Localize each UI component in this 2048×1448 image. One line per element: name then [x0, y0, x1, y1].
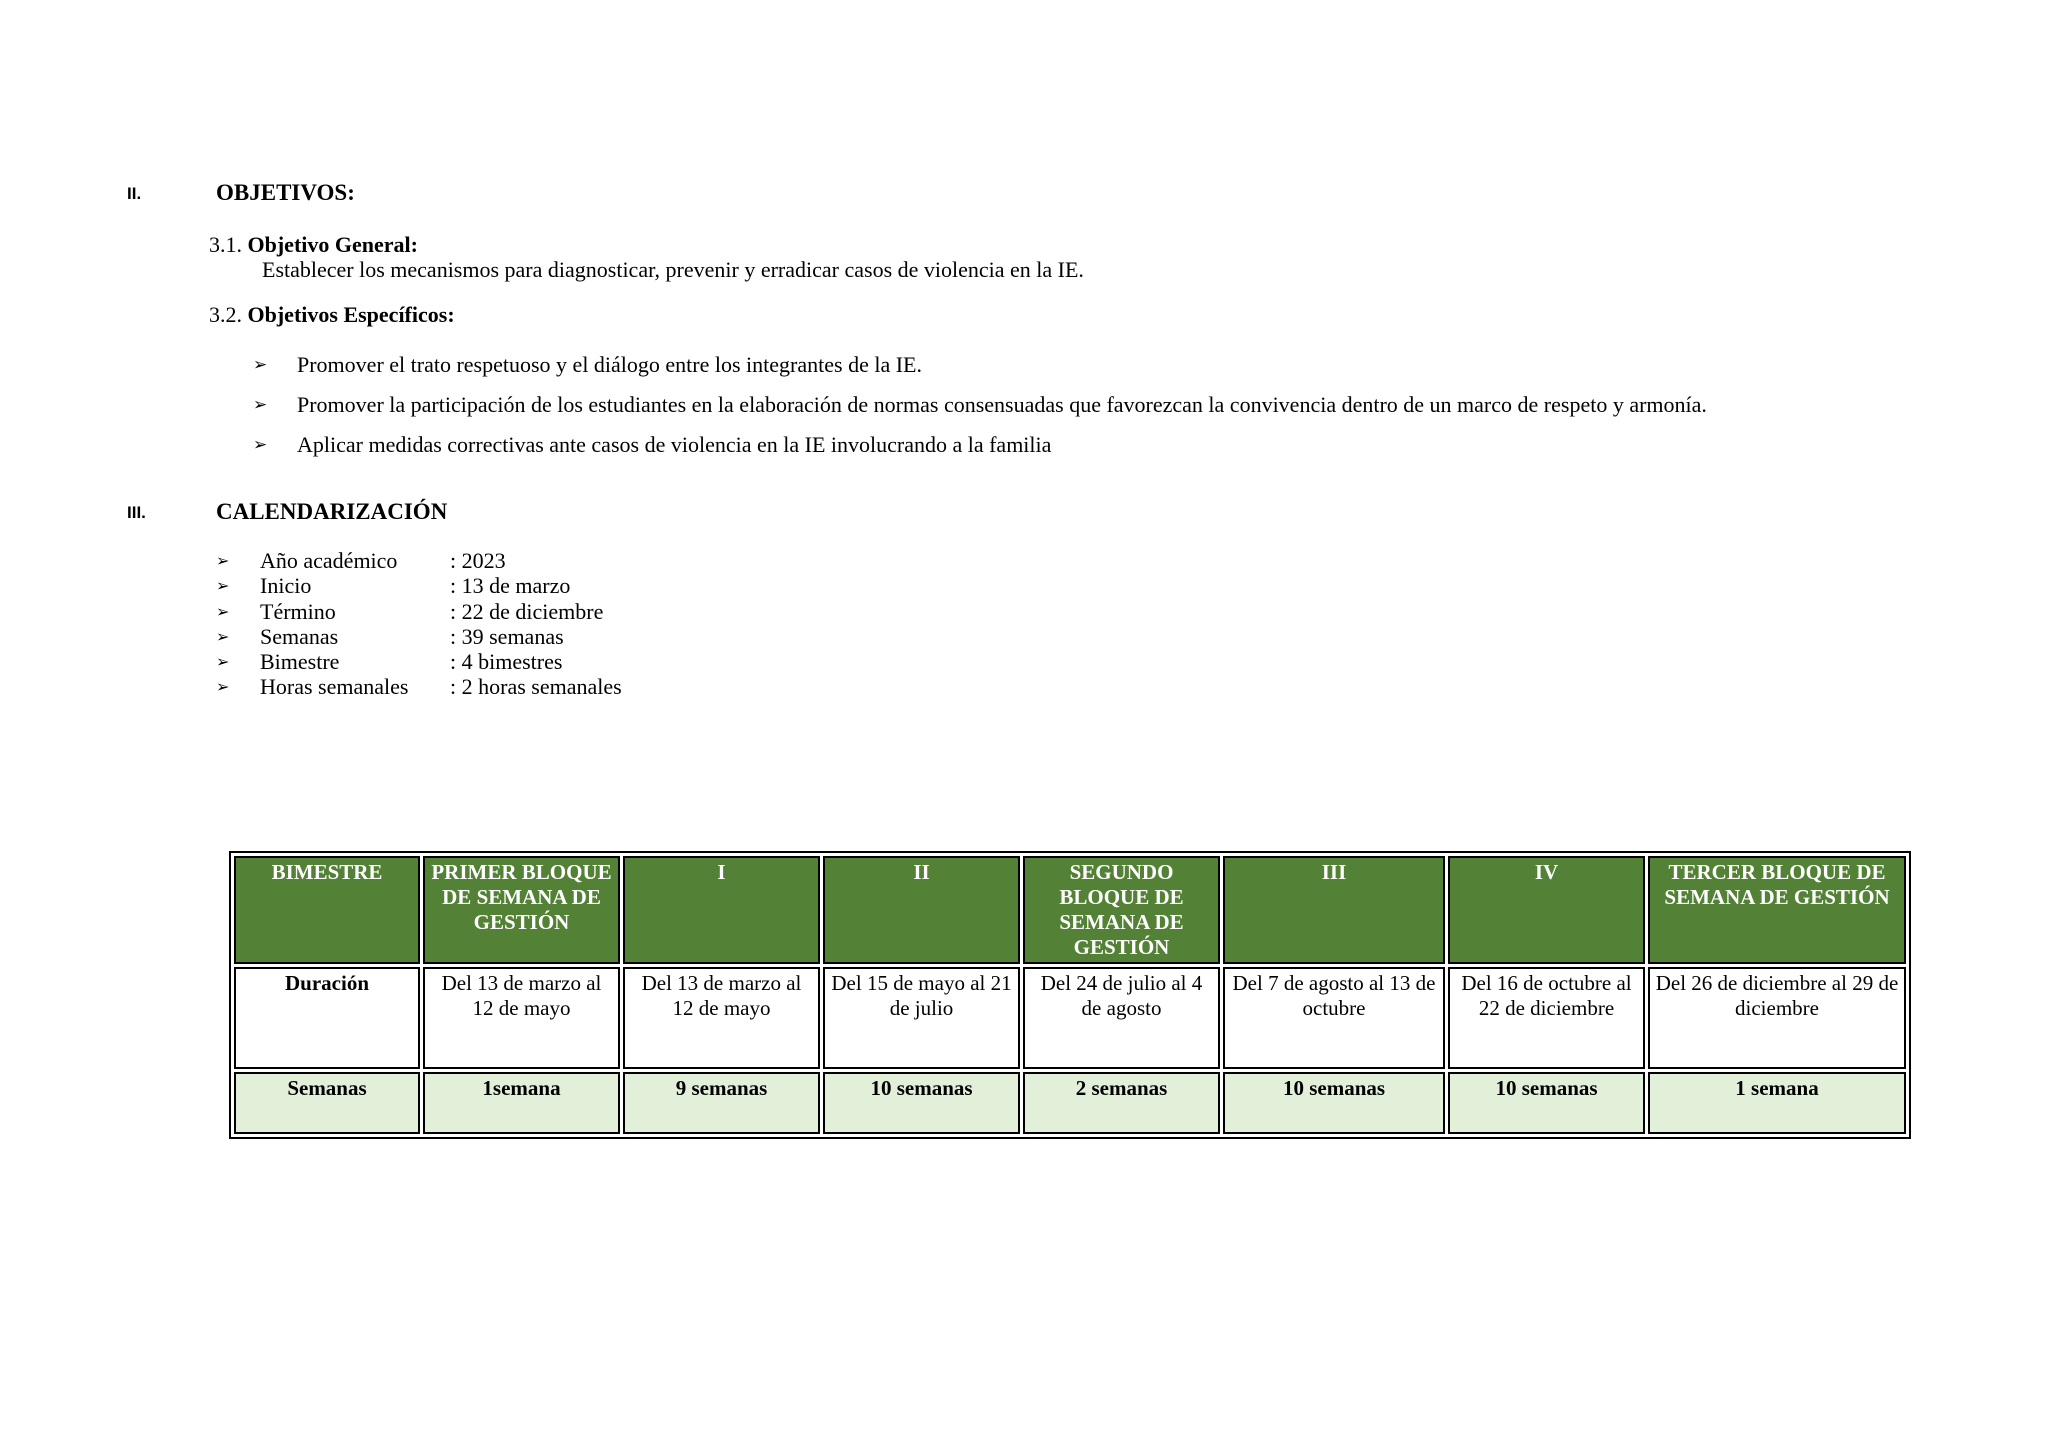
specific-objective-item [253, 432, 1051, 458]
header-cell: I [623, 856, 820, 964]
arrow-bullet-icon: ➢ [216, 551, 230, 570]
calendar-item-label: Inicio [260, 573, 312, 599]
section-2-numeral: II. [127, 184, 142, 203]
weeks-cell: 1semana [423, 1072, 620, 1134]
weeks-cell: 2 semanas [1023, 1072, 1220, 1134]
calendar-item [216, 624, 622, 649]
header-cell: IV [1448, 856, 1645, 964]
duration-cell: Del 24 de julio al 4 de agosto [1023, 967, 1220, 1069]
specific-objective-item [253, 352, 922, 378]
arrow-bullet-icon: ➢ [216, 601, 230, 621]
duration-cell: Del 13 de marzo al 12 de mayo [423, 967, 620, 1069]
header-cell: BIMESTRE [234, 856, 420, 964]
specific-objective-item [253, 392, 1707, 418]
section-3-numeral: III. [127, 503, 146, 522]
duration-cell: Del 13 de marzo al 12 de mayo [623, 967, 820, 1069]
calendar-item [216, 674, 622, 699]
table-row-weeks [234, 1072, 1906, 1134]
arrow-bullet-icon: ➢ [253, 355, 268, 375]
row-label-cell: Duración [234, 967, 420, 1069]
calendar-item [216, 649, 622, 674]
calendar-item-value: : 22 de diciembre [450, 598, 604, 624]
calendar-item-label: Horas semanales [260, 674, 409, 700]
section-3-title: CALENDARIZACIÓN [216, 499, 448, 524]
arrow-bullet-icon: ➢ [253, 435, 268, 455]
specific-objectives-number: 3.2. [209, 302, 242, 327]
calendar-item [216, 548, 622, 573]
general-objective-heading [209, 232, 418, 258]
row-label-cell: Semanas [234, 1072, 420, 1134]
calendar-item-value: : 13 de marzo [450, 573, 571, 599]
calendar-item-label: Bimestre [260, 649, 340, 675]
header-cell: III [1223, 856, 1445, 964]
table-row-duration [234, 967, 1906, 1069]
arrow-bullet-icon: ➢ [216, 626, 230, 646]
arrow-bullet-icon: ➢ [253, 395, 268, 415]
calendar-item-value: : 4 bimestres [450, 649, 563, 675]
duration-cell: Del 15 de mayo al 21 de julio [823, 967, 1020, 1069]
header-cell: PRIMER BLOQUE DE SEMANA DE GESTIÓN [423, 856, 620, 964]
header-cell: SEGUNDO BLOQUE DE SEMANA DE GESTIÓN [1023, 856, 1220, 964]
arrow-bullet-icon: ➢ [216, 652, 230, 672]
calendar-item [216, 573, 622, 598]
general-objective-text: Establecer los mecanismos para diagnosticar, prevenir y erradicar casos de violencia en la IE. [262, 257, 1084, 282]
calendar-item-value: : 2023 [450, 548, 506, 573]
section-2-title: OBJETIVOS: [216, 180, 355, 205]
calendar-list [216, 548, 622, 700]
specific-objectives-heading [209, 302, 455, 328]
arrow-bullet-icon: ➢ [216, 677, 230, 697]
specific-objectives-label: Objetivos Específicos: [247, 302, 455, 327]
specific-objective-text: Promover la participación de los estudiantes en la elaboración de normas consensuadas que favorezcan la convivencia dentro de un marco de respeto y armonía. [297, 392, 1707, 417]
calendar-item-label: Término [260, 598, 336, 624]
duration-cell: Del 16 de octubre al 22 de diciembre [1448, 967, 1645, 1069]
calendar-item-label: Semanas [260, 623, 339, 649]
header-cell: II [823, 856, 1020, 964]
specific-objective-text: Promover el trato respetuoso y el diálogo entre los integrantes de la IE. [297, 352, 922, 377]
specific-objective-text: Aplicar medidas correctivas ante casos de violencia en la IE involucrando a la familia [297, 432, 1052, 457]
duration-cell: Del 26 de diciembre al 29 de diciembre [1648, 967, 1906, 1069]
calendar-item-label: Año académico [260, 548, 398, 573]
general-objective-label: Objetivo General: [247, 232, 418, 257]
duration-cell: Del 7 de agosto al 13 de octubre [1223, 967, 1445, 1069]
weeks-cell: 9 semanas [623, 1072, 820, 1134]
calendar-item-value: : 39 semanas [450, 623, 564, 649]
calendar-item-value: : 2 horas semanales [450, 674, 622, 700]
weeks-cell: 10 semanas [1448, 1072, 1645, 1134]
calendar-item [216, 599, 622, 624]
weeks-cell: 10 semanas [823, 1072, 1020, 1134]
general-objective-number: 3.1. [209, 232, 242, 257]
weeks-cell: 10 semanas [1223, 1072, 1445, 1134]
schedule-table [229, 851, 1911, 1139]
weeks-cell: 1 semana [1648, 1072, 1906, 1134]
table-header-row [234, 856, 1906, 964]
arrow-bullet-icon: ➢ [216, 576, 230, 596]
header-cell: TERCER BLOQUE DE SEMANA DE GESTIÓN [1648, 856, 1906, 964]
